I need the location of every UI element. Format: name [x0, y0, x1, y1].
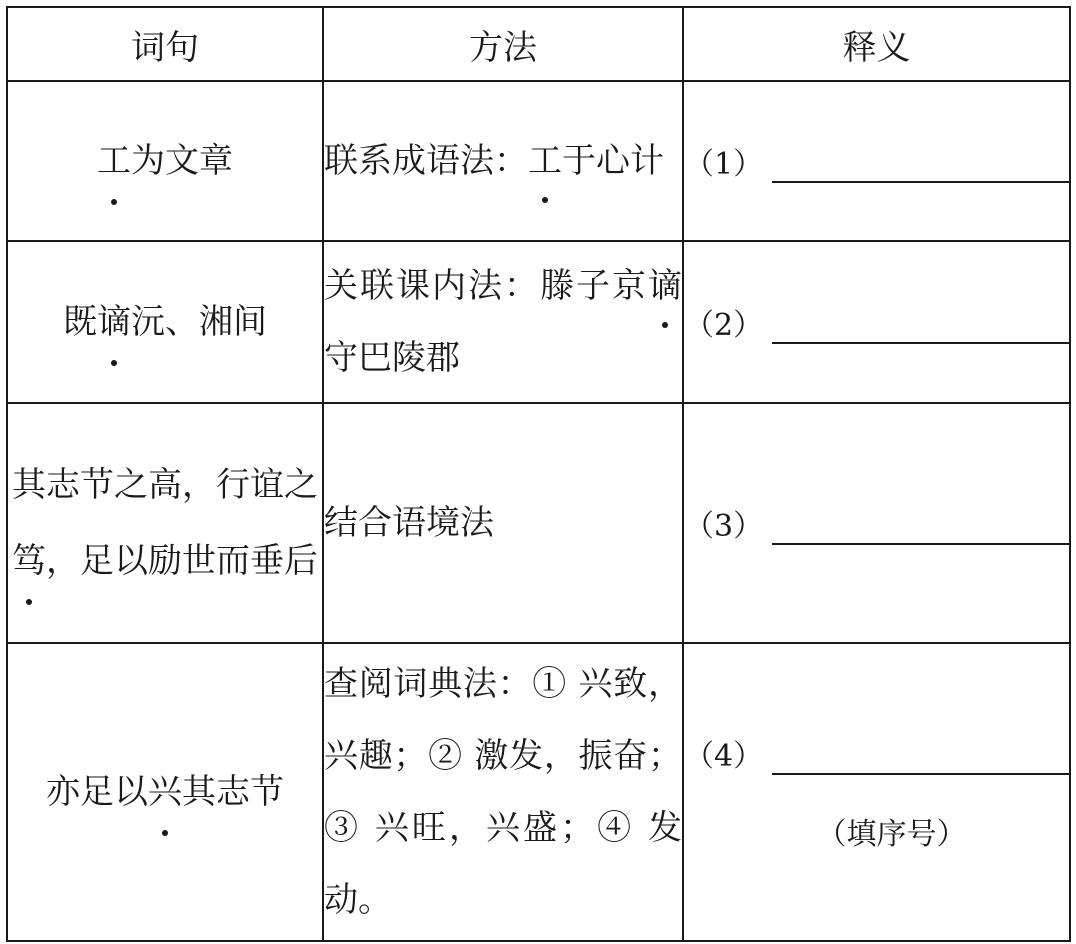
answer-blank[interactable]: [772, 521, 1069, 545]
phrase-text: 其志节: [182, 772, 284, 812]
method-cell: [323, 81, 683, 241]
method-text: 关联课内法：滕子京: [324, 266, 648, 306]
phrase-cell: [7, 643, 323, 941]
answer-cell: [683, 241, 1070, 403]
emphasized-char: 工: [528, 125, 562, 197]
table-row: [7, 81, 1070, 241]
method-cell: [323, 643, 683, 941]
answer-number: （2）: [684, 308, 764, 343]
method-cell: [323, 241, 683, 403]
header-cell-phrase: 词句: [7, 7, 323, 81]
answer-cell: [683, 403, 1070, 643]
answer-blank[interactable]: [772, 159, 1069, 183]
header-cell-method: 方法: [323, 7, 683, 81]
method-text: 结合语境法: [324, 503, 494, 543]
phrase-text: 其志节之高，行谊之: [12, 465, 318, 505]
answer-cell: [683, 81, 1070, 241]
method-text: 查阅词典法：① 兴致，兴趣；② 激发，振奋；③ 兴旺，兴盛；④ 发动。: [324, 664, 682, 920]
phrase-text: 既: [63, 302, 97, 342]
phrase-text: 沅、湘间: [131, 302, 267, 342]
emphasized-char: 谪: [97, 284, 131, 360]
phrase-cell: [7, 403, 323, 643]
method-cell: [323, 403, 683, 643]
answer-number: （1）: [684, 147, 764, 182]
method-text: 于心计: [562, 141, 664, 181]
fill-in-note: （填序号）: [816, 817, 967, 852]
answer-number: （3）: [684, 509, 764, 544]
emphasized-char: 兴: [148, 754, 182, 830]
header-cell-meaning: 释义: [683, 7, 1070, 81]
phrase-cell: [7, 81, 323, 241]
answer-blank[interactable]: [772, 751, 1069, 775]
answer-number: （4）: [684, 739, 764, 774]
phrase-text: ，足以励世而垂后: [46, 541, 318, 581]
phrase-cell: [7, 241, 323, 403]
phrase-text: 亦足以: [46, 772, 148, 812]
emphasized-char: 工: [97, 123, 131, 199]
table-row: [7, 241, 1070, 403]
method-text: 守巴陵郡: [324, 338, 460, 378]
method-text: 联系成语法：: [324, 141, 528, 181]
table-row: [7, 403, 1070, 643]
phrase-text: 为文章: [131, 141, 233, 181]
answer-cell: [683, 643, 1070, 941]
emphasized-char: 谪: [648, 250, 682, 322]
vocabulary-table: [6, 6, 1071, 942]
header-row: [7, 7, 1070, 81]
table-row: [7, 643, 1070, 941]
emphasized-char: 笃: [12, 523, 46, 599]
answer-blank[interactable]: [772, 320, 1069, 344]
